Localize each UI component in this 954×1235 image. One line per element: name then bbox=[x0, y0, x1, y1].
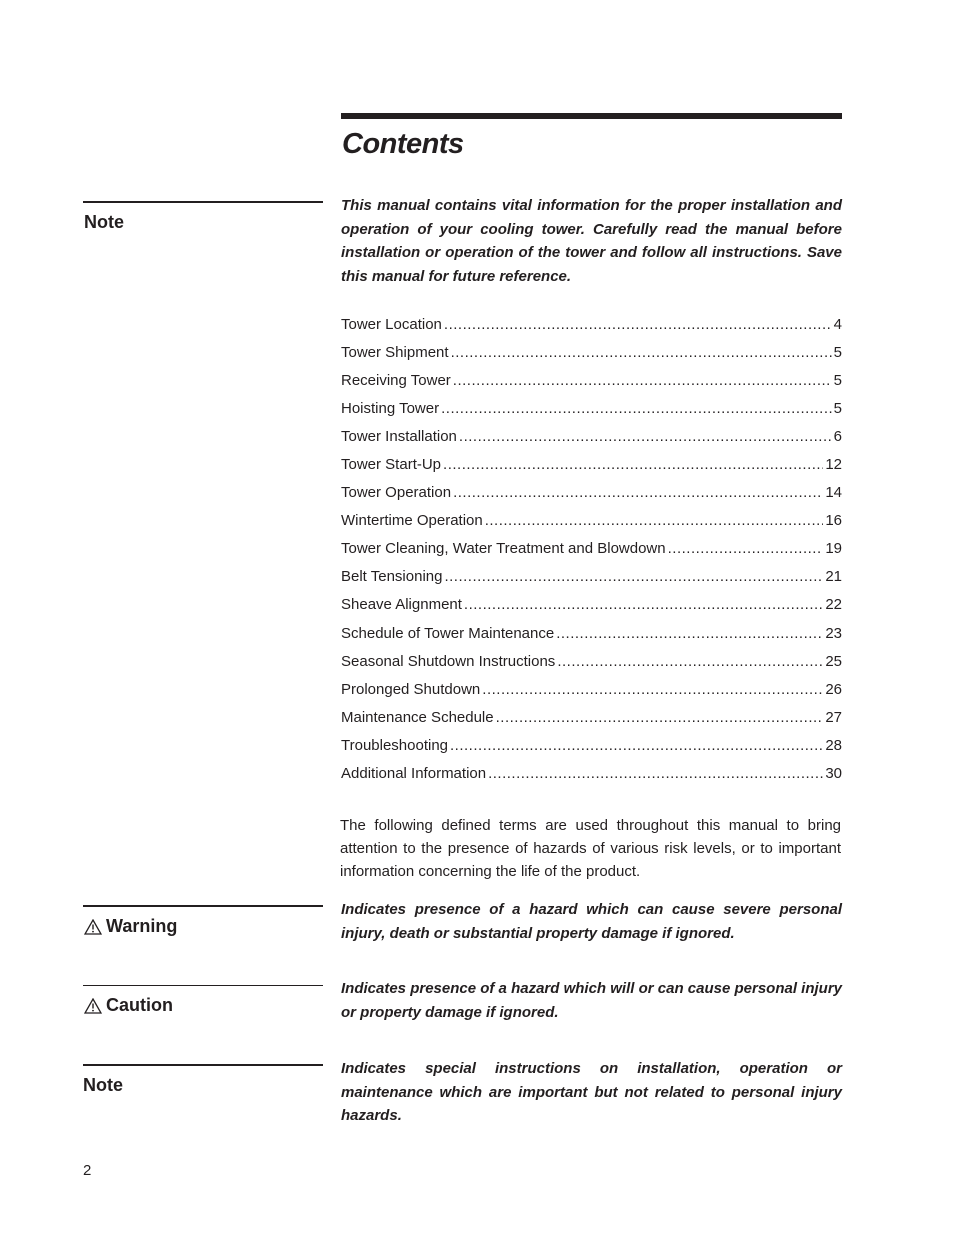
toc-entry bbox=[341, 731, 842, 759]
toc-entry-page: 6 bbox=[833, 427, 842, 445]
note-top-rule bbox=[83, 201, 323, 203]
toc-entry bbox=[341, 760, 842, 788]
toc-entry-page: 16 bbox=[825, 512, 842, 530]
toc-entry-title: Sheave Alignment bbox=[341, 596, 462, 614]
toc-leader-dots bbox=[450, 737, 823, 754]
caution-triangle-icon bbox=[84, 998, 102, 1014]
title-rule bbox=[341, 113, 842, 119]
toc-entry-page: 27 bbox=[825, 708, 842, 726]
toc-leader-dots bbox=[482, 681, 823, 698]
table-of-contents bbox=[341, 310, 842, 788]
caution-definition: Indicates presence of a hazard which will or can cause personal injury or property damage if ignored. bbox=[341, 980, 842, 1021]
toc-entry-title: Tower Shipment bbox=[341, 343, 449, 361]
toc-entry-title: Tower Location bbox=[341, 315, 442, 333]
toc-leader-dots bbox=[496, 709, 824, 726]
toc-entry-title: Maintenance Schedule bbox=[341, 708, 494, 726]
toc-entry bbox=[341, 563, 842, 591]
toc-leader-dots bbox=[464, 596, 823, 613]
toc-entry bbox=[341, 591, 842, 619]
page-title: Contents bbox=[342, 128, 464, 160]
caution-rule bbox=[83, 985, 323, 986]
toc-leader-dots bbox=[443, 456, 823, 473]
toc-entry-page: 19 bbox=[825, 540, 842, 558]
toc-entry-page: 5 bbox=[833, 399, 842, 417]
toc-entry bbox=[341, 535, 842, 563]
toc-leader-dots bbox=[668, 540, 824, 557]
toc-entry bbox=[341, 619, 842, 647]
toc-leader-dots bbox=[453, 484, 823, 501]
toc-entry bbox=[341, 647, 842, 675]
note-bottom-label-text: Note bbox=[83, 1075, 123, 1095]
caution-label bbox=[84, 995, 173, 1016]
toc-entry bbox=[341, 366, 842, 394]
intro-paragraph: This manual contains vital information for the proper installation and operation of your cooling tower. Carefully read the manual before installation or operation of the tower and follow all instructions. Save this manual for future reference. bbox=[341, 197, 842, 285]
toc-entry-title: Prolonged Shutdown bbox=[341, 680, 481, 698]
toc-entry-title: Receiving Tower bbox=[341, 371, 451, 389]
toc-entry-page: 14 bbox=[825, 484, 842, 502]
note-top-label-text: Note bbox=[84, 212, 124, 232]
toc-leader-dots bbox=[459, 428, 832, 445]
toc-entry-page: 5 bbox=[833, 371, 842, 389]
toc-leader-dots bbox=[488, 765, 823, 782]
warning-triangle-icon bbox=[84, 919, 102, 935]
toc-leader-dots bbox=[444, 568, 823, 585]
note-top-label bbox=[84, 212, 124, 233]
toc-entry-page: 23 bbox=[825, 624, 842, 642]
toc-entry-page: 21 bbox=[825, 568, 842, 586]
warning-label-text: Warning bbox=[106, 916, 178, 936]
toc-entry-title: Tower Cleaning, Water Treatment and Blowdown bbox=[341, 540, 666, 558]
toc-entry-page: 26 bbox=[825, 680, 842, 698]
toc-leader-dots bbox=[441, 400, 832, 417]
note-definition: Indicates special instructions on installation, operation or maintenance which are important but not related to personal injury hazards. bbox=[341, 1060, 842, 1124]
toc-entry bbox=[341, 507, 842, 535]
page-number: 2 bbox=[83, 1162, 92, 1179]
warning-label bbox=[84, 916, 177, 937]
toc-entry-page: 5 bbox=[833, 343, 842, 361]
defined-terms-intro: The following defined terms are used throughout this manual to bring attention to the presence of hazards of various risk levels, or to important information concerning the life of the product. bbox=[340, 817, 841, 880]
toc-entry-title: Additional Information bbox=[341, 765, 487, 783]
toc-entry bbox=[341, 310, 842, 338]
toc-entry-page: 12 bbox=[825, 456, 842, 474]
toc-entry-title: Tower Installation bbox=[341, 427, 457, 445]
toc-leader-dots bbox=[557, 653, 823, 670]
toc-entry-title: Hoisting Tower bbox=[341, 399, 440, 417]
toc-leader-dots bbox=[453, 372, 832, 389]
caution-label-text: Caution bbox=[106, 995, 173, 1015]
toc-entry-page: 28 bbox=[825, 736, 842, 754]
toc-entry-title: Belt Tensioning bbox=[341, 568, 443, 586]
toc-entry bbox=[341, 394, 842, 422]
warning-rule bbox=[83, 905, 323, 907]
toc-entry-title: Wintertime Operation bbox=[341, 512, 483, 530]
toc-entry-title: Tower Start-Up bbox=[341, 456, 442, 474]
toc-leader-dots bbox=[444, 316, 832, 333]
toc-entry bbox=[341, 422, 842, 450]
toc-entry-title: Seasonal Shutdown Instructions bbox=[341, 652, 556, 670]
toc-entry-title: Schedule of Tower Maintenance bbox=[341, 624, 555, 642]
toc-leader-dots bbox=[485, 512, 824, 529]
toc-entry-page: 22 bbox=[825, 596, 842, 614]
toc-entry bbox=[341, 675, 842, 703]
toc-entry bbox=[341, 450, 842, 478]
toc-entry-page: 30 bbox=[825, 765, 842, 783]
toc-entry bbox=[341, 479, 842, 507]
warning-definition: Indicates presence of a hazard which can cause severe personal injury, death or substantial property damage if ignored. bbox=[341, 901, 842, 942]
toc-entry-page: 4 bbox=[833, 315, 842, 333]
toc-entry-page: 25 bbox=[825, 652, 842, 670]
toc-entry bbox=[341, 338, 842, 366]
toc-entry-title: Troubleshooting bbox=[341, 736, 449, 754]
toc-entry bbox=[341, 703, 842, 731]
note-bottom-rule bbox=[83, 1064, 323, 1066]
note-bottom-label bbox=[83, 1075, 123, 1096]
toc-leader-dots bbox=[451, 344, 832, 361]
toc-entry-title: Tower Operation bbox=[341, 484, 452, 502]
toc-leader-dots bbox=[556, 625, 823, 642]
